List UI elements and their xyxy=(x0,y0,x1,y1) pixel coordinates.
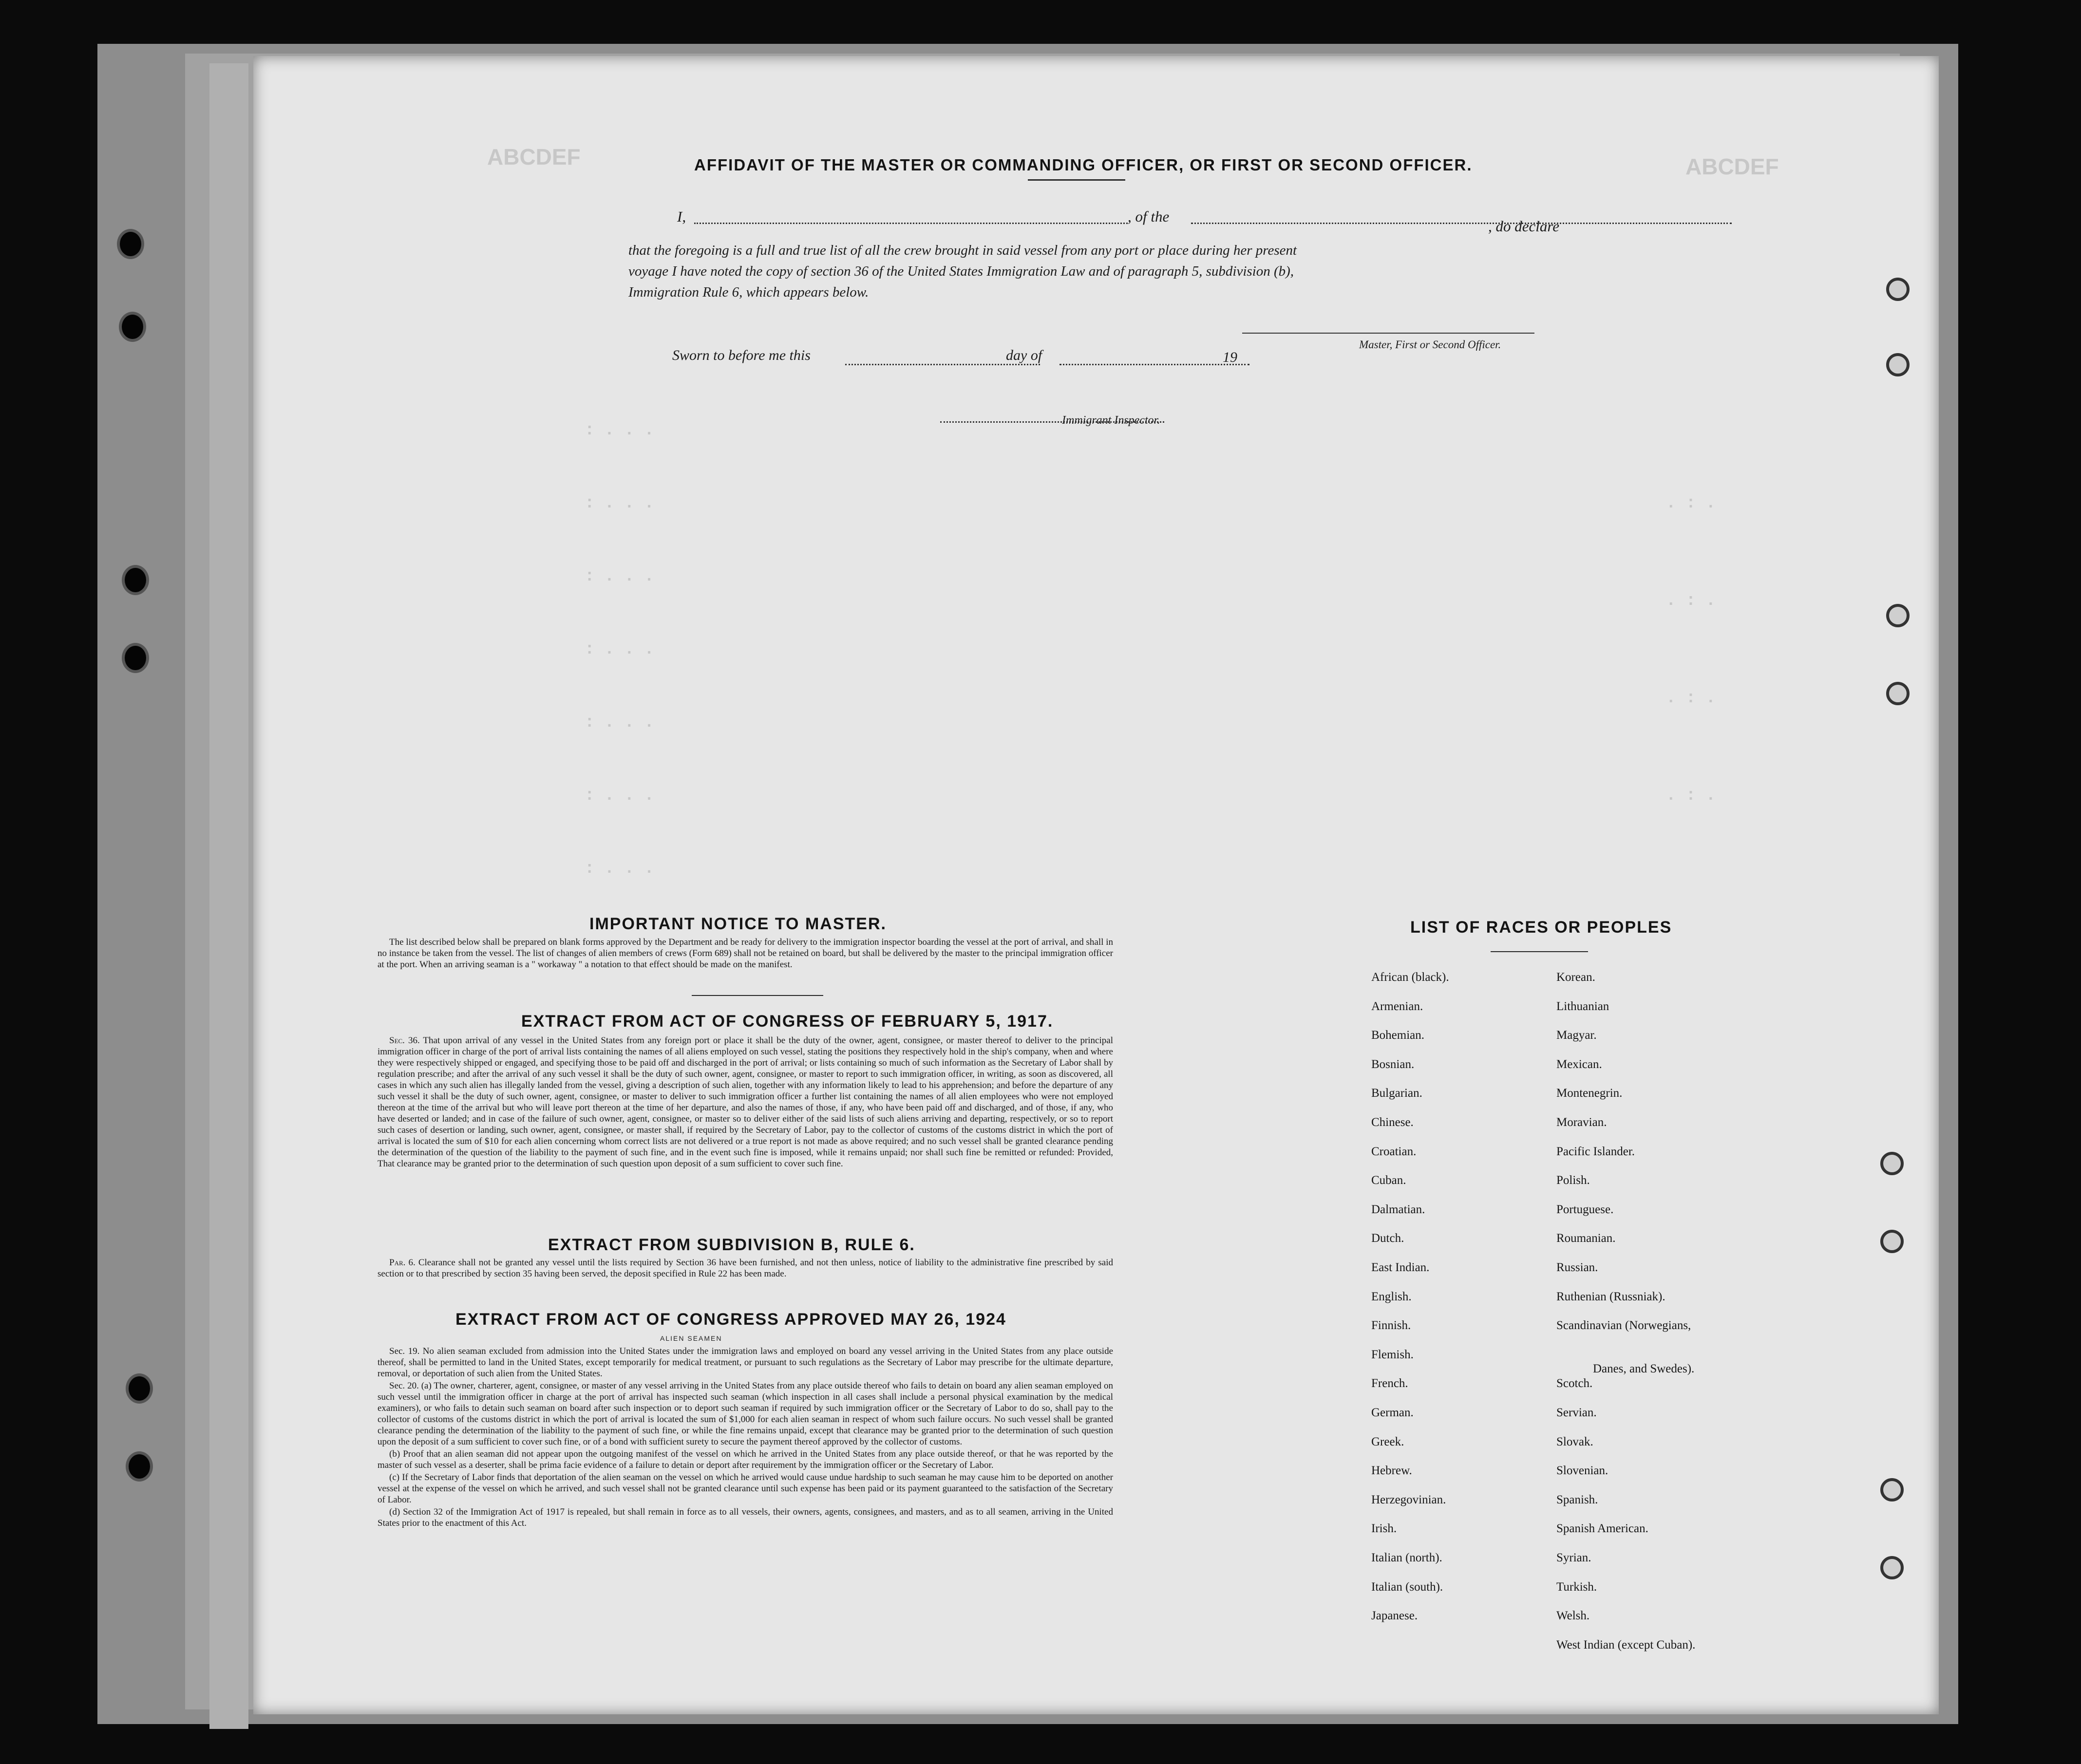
race-item: African (black). xyxy=(1371,971,1449,984)
races-title-underline xyxy=(1491,951,1588,952)
title-underline xyxy=(1028,179,1125,181)
race-item: Polish. xyxy=(1556,1174,1590,1187)
sworn-year-prefix: 19 xyxy=(1223,349,1237,365)
race-item: Croatian. xyxy=(1371,1145,1417,1158)
race-item: French. xyxy=(1371,1377,1408,1390)
race-item: Irish. xyxy=(1371,1522,1397,1536)
extract-1924-subtitle: ALIEN SEAMEN xyxy=(660,1334,722,1342)
officer-name-blank xyxy=(694,223,1128,224)
page-hole xyxy=(1880,1230,1904,1253)
binder-hole xyxy=(126,1451,153,1482)
race-item: Magyar. xyxy=(1556,1029,1597,1042)
page-hole xyxy=(1880,1556,1904,1579)
affidavit-i-label: I, xyxy=(677,208,686,225)
race-item: Roumanian. xyxy=(1556,1232,1616,1245)
race-item: Bosnian. xyxy=(1371,1057,1415,1071)
bleed-through-marks: . : . xyxy=(1666,592,1716,610)
race-item: Welsh. xyxy=(1556,1609,1590,1623)
race-item: Pacific Islander. xyxy=(1556,1145,1635,1158)
notice-title: IMPORTANT NOTICE TO MASTER. xyxy=(589,915,887,933)
race-item: Cuban. xyxy=(1371,1174,1406,1187)
binder-hole xyxy=(119,312,146,342)
race-item: Dutch. xyxy=(1371,1232,1404,1245)
race-item: Spanish. xyxy=(1556,1493,1598,1506)
binder-hole xyxy=(126,1373,153,1404)
race-item: Portuguese. xyxy=(1556,1202,1614,1216)
page-hole xyxy=(1886,604,1910,627)
race-item: Moravian. xyxy=(1556,1116,1607,1129)
race-item: Ruthenian (Russniak). xyxy=(1556,1290,1665,1303)
race-item: West Indian (except Cuban). xyxy=(1556,1638,1696,1651)
page-hole xyxy=(1880,1478,1904,1501)
race-item: Montenegrin. xyxy=(1556,1087,1623,1100)
race-item: Greek. xyxy=(1371,1435,1404,1448)
bleed-through-marks: : . . . xyxy=(585,567,654,586)
race-item: Servian. xyxy=(1556,1406,1597,1419)
race-item: Chinese. xyxy=(1371,1116,1414,1129)
binder-hole xyxy=(122,565,149,595)
sworn-prefix: Sworn to before me this xyxy=(672,347,811,363)
race-item: Hebrew. xyxy=(1371,1464,1412,1478)
race-item: Dalmatian. xyxy=(1371,1202,1425,1216)
sworn-month-blank xyxy=(1059,364,1249,365)
bleed-through-marks: : . . . xyxy=(585,787,654,805)
race-item: Scandinavian (Norwegians, xyxy=(1556,1319,1691,1332)
race-item: Japanese. xyxy=(1371,1609,1418,1623)
race-item: Korean. xyxy=(1556,971,1595,984)
bleed-through-title: ABCDEF xyxy=(487,144,581,169)
race-item: Herzegovinian. xyxy=(1371,1493,1446,1506)
sworn-day-of-label: day of xyxy=(1006,347,1042,363)
master-signature-line xyxy=(1242,333,1534,334)
page-hole xyxy=(1886,278,1910,301)
page-hole xyxy=(1880,1152,1904,1175)
race-item: Lithuanian xyxy=(1556,999,1609,1013)
extract-1917-title: EXTRACT FROM ACT OF CONGRESS OF FEBRUARY 5, 1917. xyxy=(521,1012,1054,1031)
affidavit-statement: that the foregoing is a full and true list of all the crew brought in said vessel from any port or place during her present voyage I have noted the copy of section 36 of the United States Immigration Law and of paragraph 5, subdivision (b), Immigration Rule 6, which appears below. xyxy=(628,243,1297,300)
race-item: Slovenian. xyxy=(1556,1464,1608,1478)
race-item: German. xyxy=(1371,1406,1414,1419)
manifest-page xyxy=(253,56,1939,1714)
affidavit-title: AFFIDAVIT OF THE MASTER OR COMMANDING OFFICER, OR FIRST OR SECOND OFFICER. xyxy=(694,156,1473,174)
affidavit-of-label: , of the xyxy=(1128,208,1170,225)
inspector-label: Immigrant Inspector. xyxy=(1062,414,1160,427)
extract-1924-body: Sec. 19. No alien seaman excluded from admission into the United States under the immigration laws and employed on board any vessel arriving in the United States from any place outside thereof, shall be permitted to land in the United States, except temporarily for medical treatment, or pursuant to such regulations as the Secretary of Labor may prescribe for the ultimate departure, removal, or deportation of such alien from the United States. Sec. 20. (a) The owner, charterer, agent, consignee, or master of any vessel arriving in the United States from any place outside thereof who fails to detain on board any alien seaman employed on such vessel until the immigration officer in charge at the port of arrival has inspected such seaman (which inspection in all cases shall include a personal physical examination by the medical examiners), or who fails to detain such seaman on board after such inspection or to deport such seaman if required by such immigration officer or the Secretary of Labor to do so, shall pay to the collector of customs of the customs district in which the port of arrival is located the sum of $1,000 for each alien seaman in respect of whom such failure occurs. No such vessel shall be granted clearance pending the determination of the liability to the payment of such fine, or while the fine remains unpaid, except that clearance may be granted prior to the determination of such question upon the deposit of a sum sufficient to cover such fine, or of a bond with sufficient surety to secure the payment thereof approved by the collector of customs. (b) Proof that an alien seaman did not appear upon the outgoing manifest of the vessel on which he arrived in the United States from any place outside thereof, or that he was reported by the master of such vessel as a deserter, shall be prima facie evidence of a failure to detain or deport after requirement by the immigration officer or the Secretary of Labor. (c) If the Secretary of Labor finds that deportation of the alien seaman on the vessel on which he arrived would cause undue hardship to such seaman he may cause him to be deported on another vessel at the expense of the vessel on which he arrived, and such vessel shall not be granted clearance until such expense has been paid or its payment guaranteed to the satisfaction of the Secretary of Labor. (d) Section 32 of the Immigration Act of 1917 is repealed, but shall remain in force as to all vessels, their owners, agents, consignees, and masters, and as to all seamen, arriving in the United States prior to the enactment of this Act. xyxy=(378,1346,1113,1528)
bleed-through-marks: : . . . xyxy=(585,640,654,659)
race-item: Bulgarian. xyxy=(1371,1087,1422,1100)
rule-6-body: Par. 6. Clearance shall not be granted any vessel until the lists required by Section 36 have been furnished, and not then unless, notice of liability to the administrative fine prescribed by said section or to that prescribed by section 35 having been served, the deposit specified in Rule 22 has been made. xyxy=(378,1257,1113,1279)
race-item: Italian (south). xyxy=(1371,1580,1443,1594)
race-item: Finnish. xyxy=(1371,1319,1411,1332)
race-item: Bohemian. xyxy=(1371,1029,1425,1042)
bleed-through-marks: : . . . xyxy=(585,494,654,513)
binder-hole xyxy=(122,643,149,673)
rule-6-title: EXTRACT FROM SUBDIVISION B, RULE 6. xyxy=(548,1236,915,1254)
bleed-through-marks: : . . . xyxy=(585,860,654,878)
race-item: Turkish. xyxy=(1556,1580,1597,1594)
page-hole xyxy=(1886,682,1910,705)
sheet-edge-strip xyxy=(209,63,248,1729)
section-divider xyxy=(692,995,823,996)
sworn-day-blank xyxy=(845,364,1040,365)
race-item: Mexican. xyxy=(1556,1057,1602,1071)
race-item: Spanish American. xyxy=(1556,1522,1648,1536)
race-item: Italian (north). xyxy=(1371,1551,1442,1564)
bleed-through-marks: . : . xyxy=(1666,494,1716,513)
races-title: LIST OF RACES OR PEOPLES xyxy=(1410,918,1672,937)
race-item: Slovak. xyxy=(1556,1435,1593,1448)
binder-hole xyxy=(117,229,144,259)
bleed-through-marks: : . . . xyxy=(585,421,654,440)
notice-body: The list described below shall be prepared on blank forms approved by the Department and be ready for delivery to the immigration inspector boarding the vessel at the port of arrival, and shall in no instance be taken from the vessel. The list of changes of alien members of crews (Form 689) shall not be retained on board, but shall be delivered by the master to the principal immigration officer at the port. When an arriving seaman is a " workaway " a notation to that effect should be made on the manifest. xyxy=(378,937,1113,970)
bleed-through-marks: . : . xyxy=(1666,787,1716,805)
page-hole xyxy=(1886,353,1910,376)
race-item: East Indian. xyxy=(1371,1261,1430,1274)
master-signature-label: Master, First or Second Officer. xyxy=(1359,338,1501,351)
race-item: Russian. xyxy=(1556,1261,1598,1274)
vessel-name-blank xyxy=(1191,223,1732,224)
race-item: Armenian. xyxy=(1371,999,1423,1013)
race-item: English. xyxy=(1371,1290,1412,1303)
race-item: Scotch. xyxy=(1556,1377,1593,1390)
extract-1917-body: Sec. 36. That upon arrival of any vessel in the United States from any foreign port or place it shall be the duty of the owner, agent, consignee, or master thereof to deliver to the principal immigration officer in charge of the port of arrival lists containing the names of all aliens employed on such vessel, stating the positions they respectively hold in the ship's company, when and where they were respectively shipped or engaged, and specifying those to be paid off and discharged in the port of arrival; or lists containing so much of such information as the Secretary of Labor shall by regulation prescribe; and after the arrival of any such vessel it shall be the duty of such owner, agent, consignee, or master to report to such immigration officer, in writing, as soon as discovered, all cases in which any such alien has illegally landed from the vessel, giving a description of such alien, together with any information likely to lead to his apprehension; and before the departure of any such vessel it shall be the duty of such owner, agent, consignee, or master to deliver to such immigration officer a further list containing the names of all alien employees who were not employed thereon at the time of the arrival but who will leave port thereon at the time of her departure, and also the names of those, if any, who have been paid off and discharged, and of those, if any, who have deserted or landed; and in case of the failure of such owner, agent, consignee, or master so to deliver either of the said lists of such aliens arriving and departing, respectively, or so to report such cases of desertion or landing, such owner, agent, consignee, or master shall, if required by the Secretary of Labor, pay to the collector of customs of the customs district in which the port of arrival is located the sum of $10 for each alien concerning whom correct lists are not delivered or a true report is not made as above required; and no such vessel shall be granted clearance pending the determination of the question of the liability to the payment of such fine, and in the event such fine is imposed, while it remains unpaid; nor shall such fine be remitted or refunded: Provided, That clearance may be granted prior to the determination of such question upon deposit of a sum sufficient to cover such fine. xyxy=(378,1035,1113,1169)
race-item: Syrian. xyxy=(1556,1551,1591,1564)
affidavit-declare-label: , do declare xyxy=(1488,218,1560,235)
race-item: Flemish. xyxy=(1371,1348,1414,1361)
extract-1924-title: EXTRACT FROM ACT OF CONGRESS APPROVED MAY 26, 1924 xyxy=(455,1310,1006,1329)
race-item-continuation: Danes, and Swedes). xyxy=(1593,1362,1695,1375)
bleed-through-title: ABCDEF xyxy=(1685,154,1779,179)
bleed-through-marks: : . . . xyxy=(585,713,654,732)
bleed-through-marks: . : . xyxy=(1666,689,1716,708)
